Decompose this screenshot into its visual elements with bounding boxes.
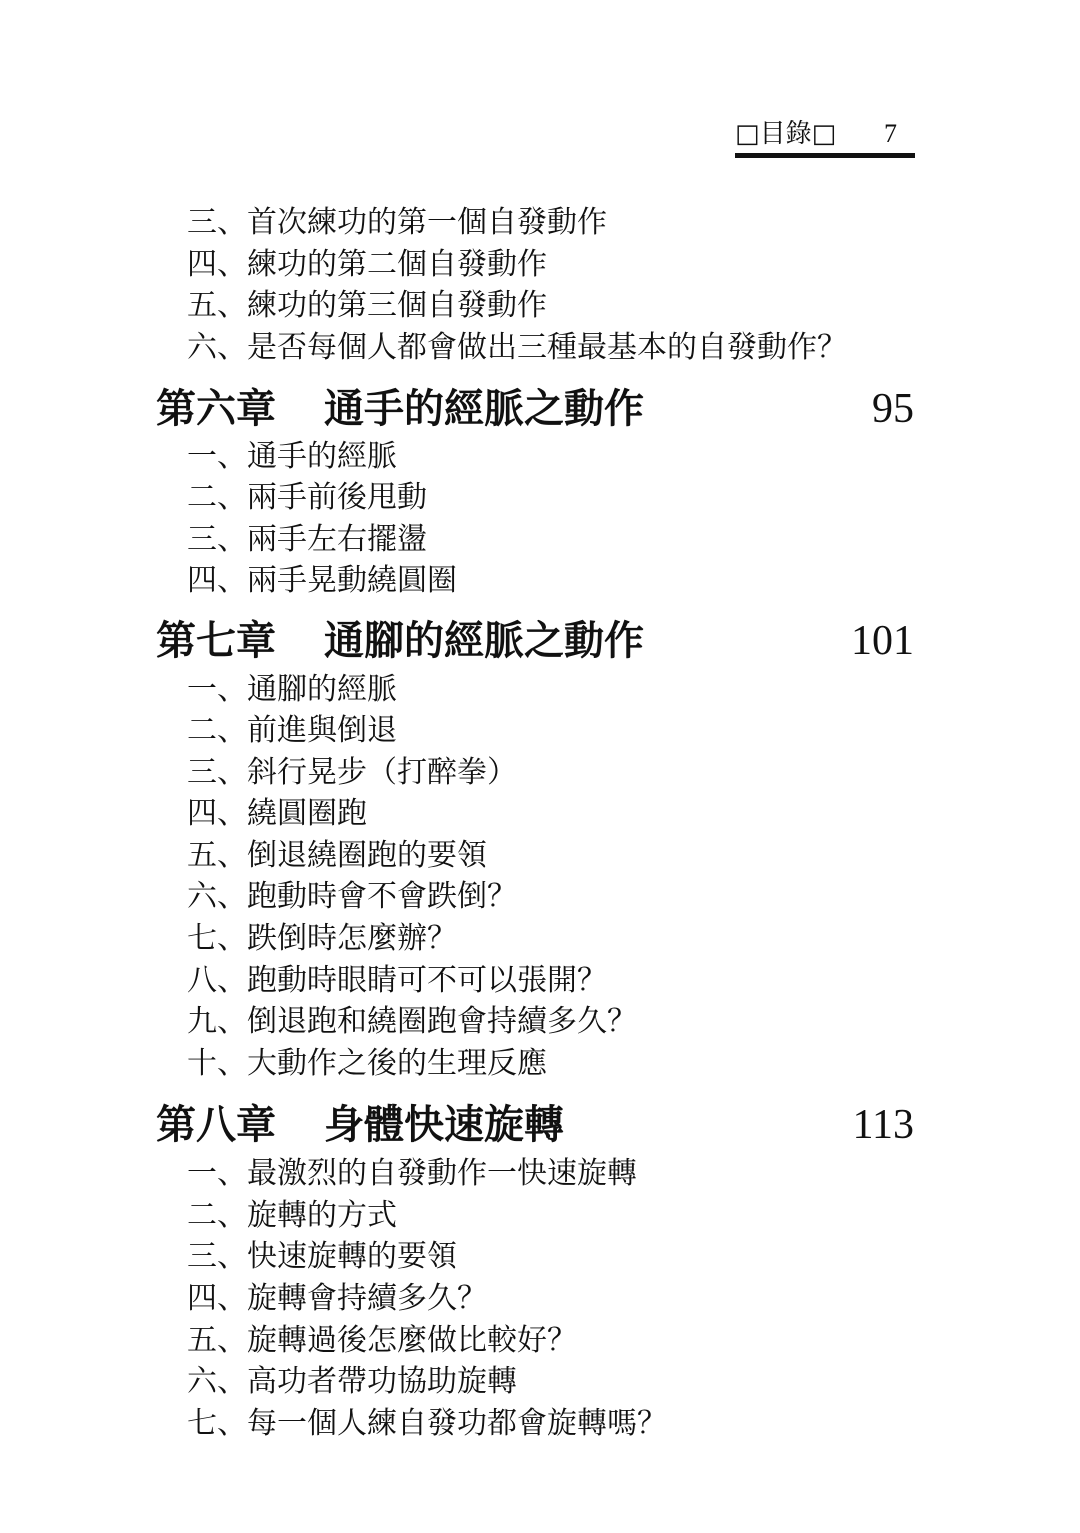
toc-item: 四、兩手晃動繞圓圈	[187, 563, 457, 598]
chapter-heading	[156, 615, 914, 667]
toc-item: 三、快速旋轉的要領	[187, 1239, 457, 1274]
toc-item: 三、斜行晃步（打醉拳）	[187, 755, 517, 790]
chapter-heading	[156, 383, 914, 435]
toc-item: 二、兩手前後甩動	[187, 480, 427, 515]
toc-item: 四、繞圓圈跑	[187, 796, 367, 831]
toc-item: 三、兩手左右擺盪	[187, 522, 427, 557]
toc-item: 十、大動作之後的生理反應	[187, 1046, 547, 1081]
toc-item: 三、首次練功的第一個自發動作	[187, 205, 607, 240]
toc-item: 七、每一個人練自發功都會旋轉嗎？	[187, 1406, 667, 1441]
page-number: 7	[884, 119, 897, 148]
toc-item: 四、練功的第二個自發動作	[187, 247, 547, 282]
toc-item: 一、通手的經脈	[187, 439, 397, 474]
header-title: □目錄□	[735, 119, 837, 149]
toc-item: 四、旋轉會持續多久？	[187, 1281, 487, 1316]
chapter-page: 101	[851, 618, 914, 664]
toc-item: 五、旋轉過後怎麼做比較好？	[187, 1323, 577, 1358]
toc-item: 六、高功者帶功協助旋轉	[187, 1364, 517, 1399]
chapter-page: 113	[852, 1102, 914, 1148]
toc-item: 二、旋轉的方式	[187, 1198, 397, 1233]
chapter-title: 通腳的經脈之動作	[324, 618, 644, 664]
chapter-number: 第六章	[156, 386, 276, 432]
toc-item: 六、是否每個人都會做出三種最基本的自發動作？	[187, 330, 847, 365]
toc-item: 五、倒退繞圈跑的要領	[187, 838, 487, 873]
toc-item: 七、跌倒時怎麼辦？	[187, 921, 457, 956]
chapter-title: 身體快速旋轉	[324, 1102, 564, 1148]
toc-item: 八、跑動時眼睛可不可以張開？	[187, 963, 607, 998]
toc-item: 一、最激烈的自發動作一快速旋轉	[187, 1156, 637, 1191]
chapter-number: 第七章	[156, 618, 276, 664]
toc-item: 二、前進與倒退	[187, 713, 397, 748]
toc-item: 一、通腳的經脈	[187, 672, 397, 707]
toc-item: 五、練功的第三個自發動作	[187, 288, 547, 323]
chapter-number: 第八章	[156, 1102, 276, 1148]
chapter-title: 通手的經脈之動作	[324, 386, 644, 432]
chapter-page: 95	[872, 386, 914, 432]
toc-item: 九、倒退跑和繞圈跑會持續多久？	[187, 1004, 637, 1039]
toc-item: 六、跑動時會不會跌倒？	[187, 879, 517, 914]
chapter-heading	[156, 1099, 914, 1151]
